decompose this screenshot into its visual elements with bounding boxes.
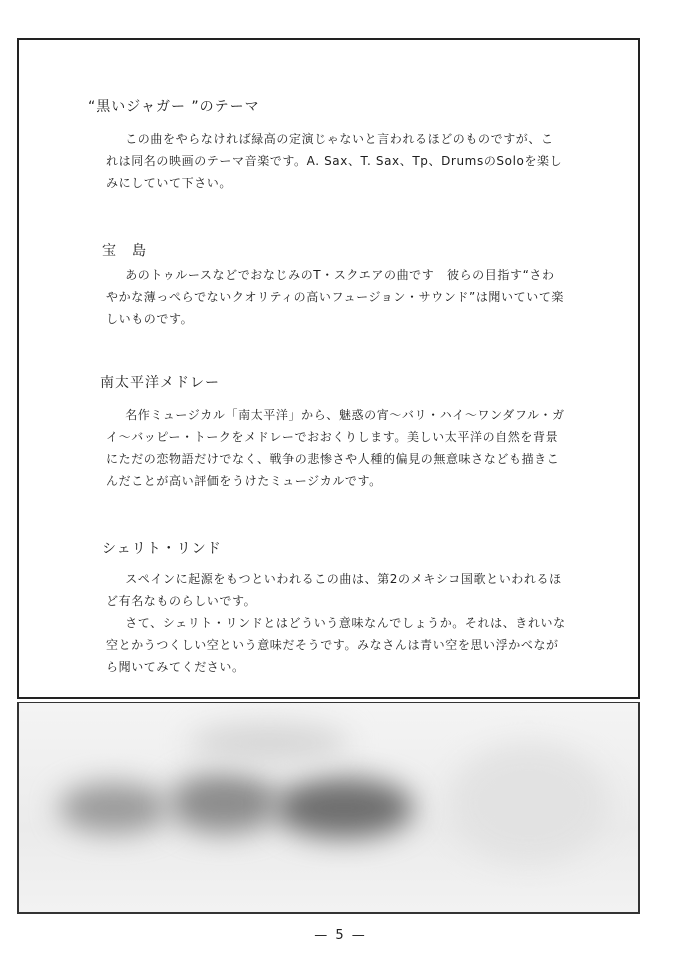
section-body: [106, 568, 566, 678]
blurred-ad-box: [17, 702, 640, 914]
section-heading: “黒いジャガー ”のテーマ: [88, 99, 260, 115]
frame-divider: [17, 697, 640, 699]
blurred-shape: [189, 723, 349, 763]
blurred-shape: [59, 783, 169, 833]
paragraph: 名作ミュージカル「南太平洋」から、魅惑の宵〜バリ・ハイ〜ワンダフル・ガイ〜バッピー・トークをメドレーでおおくりします。美しい太平洋の自然を背景にただの恋物語だけでなく、戦争の悲惨さや人種的偏見の無意味さなども描きこんだことが高い評価をうけたミュージカルです。: [106, 408, 565, 488]
paragraph: あのトゥルースなどでおなじみのT・スクエアの曲です 彼らの目指す“さわやかな薄っぺらでないクオリティの高いフュージョン・サウンド”は聞いていて楽しいものです。: [106, 268, 565, 326]
section-heading: 南太平洋メドレー: [100, 375, 220, 391]
section-body: [106, 404, 566, 492]
paragraph: スペインに起源をもつといわれるこの曲は、第2のメキシコ国歌といわれるほど有名なものらしいです。: [106, 572, 562, 608]
blurred-shape: [274, 778, 414, 838]
section-heading: 宝 島: [102, 243, 147, 259]
blurred-shape: [449, 743, 609, 863]
section-body: [106, 128, 566, 194]
section-body: [106, 264, 566, 330]
page-number: — 5 —: [314, 928, 367, 943]
paragraph: この曲をやらなければ緑高の定演じゃないと言われるほどのものですが、これは同名の映画のテーマ音楽です。A. Sax、T. Sax、Tp、DrumsのSoloを楽しみにしていて下さい。: [106, 132, 563, 190]
paragraph: さて、シェリト・リンドとはどういう意味なんでしょうか。それは、きれいな空とかうつくしい空という意味だそうです。みなさんは青い空を思い浮かべながら聞いてみてください。: [106, 616, 566, 674]
section-heading: シェリト・リンド: [102, 541, 222, 557]
blurred-shape: [169, 773, 279, 833]
